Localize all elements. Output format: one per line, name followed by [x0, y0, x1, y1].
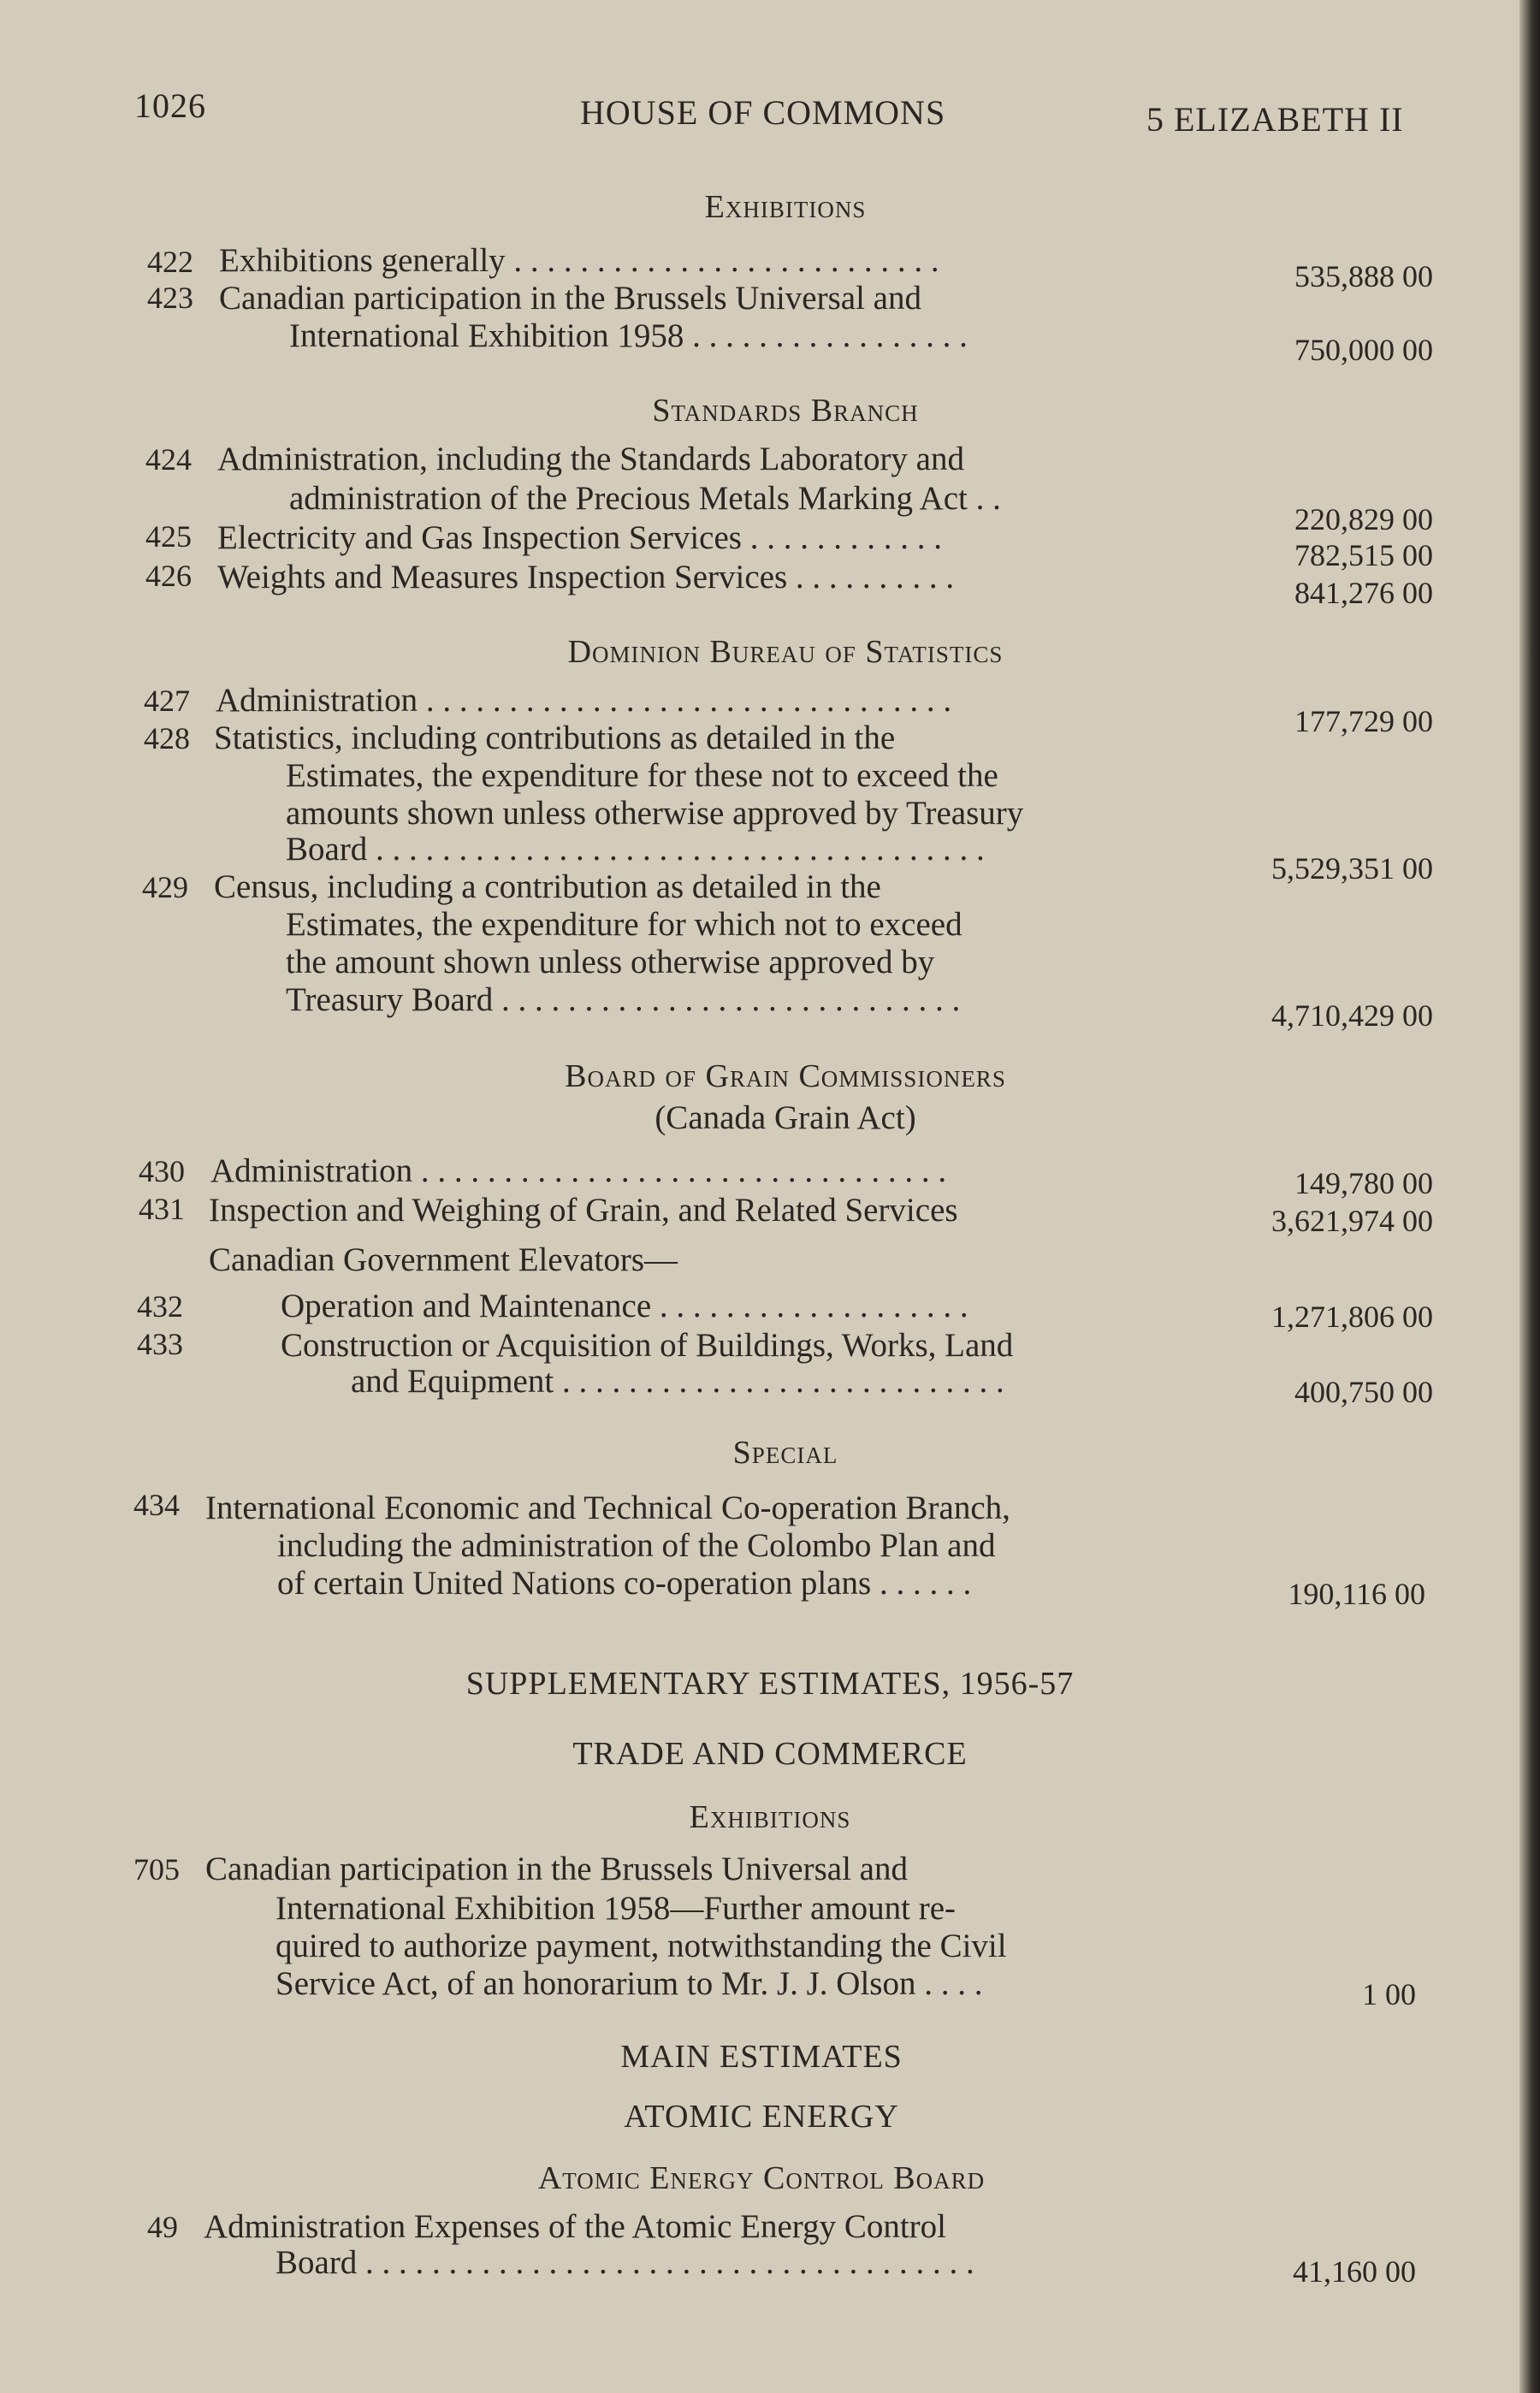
item-text: including the administration of the Colombo Plan and [277, 1527, 996, 1564]
item-amount: 41,160 00 [1293, 2254, 1416, 2289]
section-subheading-grain: (Canada Grain Act) [654, 1099, 916, 1136]
item-text: and Equipment . . . . . . . . . . . . . . . . . . . . . . . . . . . [351, 1363, 1004, 1400]
subheading-elevators: Canadian Government Elevators— [209, 1241, 678, 1278]
item-number: 705 [133, 1852, 180, 1887]
heading-main-estimates: MAIN ESTIMATES [620, 2039, 903, 2075]
item-text: Electricity and Gas Inspection Services . . . . . . . . . . . . [217, 519, 942, 556]
item-text: Operation and Maintenance . . . . . . . . . . . . . . . . . . . [281, 1288, 968, 1324]
section-heading-exhibitions-2: Exhibitions [689, 1799, 851, 1835]
item-text: International Economic and Technical Co-operation Branch, [205, 1490, 1010, 1526]
item-text: Board . . . . . . . . . . . . . . . . . . . . . . . . . . . . . . . . . . . . . [286, 831, 985, 868]
item-amount: 1,271,806 00 [1271, 1300, 1433, 1334]
item-amount: 4,710,429 00 [1271, 998, 1433, 1033]
item-number: 433 [137, 1327, 183, 1361]
item-text: Weights and Measures Inspection Services . . . . . . . . . . [217, 559, 955, 595]
item-number: 424 [145, 442, 192, 477]
item-text: Administration Expenses of the Atomic Energy Control [204, 2208, 946, 2245]
item-number: 426 [145, 559, 192, 593]
item-number: 434 [133, 1488, 180, 1522]
item-number: 425 [145, 519, 192, 554]
heading-trade: TRADE AND COMMERCE [572, 1736, 968, 1772]
item-text: Statistics, including contributions as detailed in the [214, 720, 896, 756]
item-amount: 1 00 [1362, 1977, 1416, 2011]
item-amount: 782,515 00 [1294, 538, 1433, 572]
item-text: the amount shown unless otherwise approved by [286, 944, 935, 980]
section-heading-standards: Standards Branch [652, 393, 919, 429]
item-number: 430 [139, 1154, 185, 1188]
item-text: Census, including a contribution as detailed in the [214, 868, 881, 905]
item-text: Treasury Board . . . . . . . . . . . . . . . . . . . . . . . . . . . . [286, 981, 961, 1018]
item-amount: 177,729 00 [1294, 704, 1433, 738]
section-heading-grain: Board of Grain Commissioners [565, 1058, 1006, 1094]
page-title: HOUSE OF COMMONS [580, 93, 946, 132]
item-amount: 841,276 00 [1294, 576, 1433, 610]
item-number: 422 [147, 245, 193, 279]
item-number: 429 [142, 870, 188, 904]
item-amount: 190,116 00 [1288, 1577, 1425, 1611]
item-amount: 3,621,974 00 [1271, 1204, 1433, 1238]
page-number: 1026 [134, 86, 206, 125]
item-text: Construction or Acquisition of Buildings, Works, Land [281, 1327, 1014, 1364]
item-text: Inspection and Weighing of Grain, and Related Services [209, 1192, 958, 1229]
item-amount: 5,529,351 00 [1271, 851, 1433, 886]
item-text: Canadian participation in the Brussels Universal and [205, 1851, 908, 1887]
section-heading-dbs: Dominion Bureau of Statistics [567, 634, 1004, 670]
item-text: amounts shown unless otherwise approved by Treasury [286, 795, 1024, 832]
item-amount: 149,780 00 [1294, 1166, 1433, 1200]
item-text: Estimates, the expenditure for which not to exceed [286, 906, 962, 943]
item-amount: 220,829 00 [1294, 502, 1433, 536]
section-heading-exhibitions: Exhibitions [704, 189, 867, 225]
item-text: of certain United Nations co-operation plans . . . . . . [277, 1565, 972, 1602]
item-text: Service Act, of an honorarium to Mr. J. J. Olson . . . . [275, 1965, 983, 2002]
session-label: 5 ELIZABETH II [1146, 100, 1404, 139]
item-text: quired to authorize payment, notwithstanding the Civil [275, 1928, 1007, 1964]
item-number: 423 [147, 281, 193, 315]
item-number: 432 [137, 1289, 183, 1324]
item-text: Board . . . . . . . . . . . . . . . . . . . . . . . . . . . . . . . . . . . . . [275, 2244, 974, 2281]
item-text: Exhibitions generally . . . . . . . . . . . . . . . . . . . . . . . . . . [219, 242, 939, 279]
item-text: Canadian participation in the Brussels Universal and [219, 280, 921, 317]
item-amount: 535,888 00 [1294, 259, 1433, 293]
page-edge [1519, 0, 1540, 2393]
item-text: Administration, including the Standards Laboratory and [217, 441, 964, 477]
item-text: Administration . . . . . . . . . . . . . . . . . . . . . . . . . . . . . . . . [210, 1152, 947, 1189]
item-text: International Exhibition 1958—Further amount re- [275, 1890, 956, 1927]
item-number: 427 [144, 684, 190, 718]
heading-atomic-energy: ATOMIC ENERGY [624, 2099, 899, 2135]
section-heading-aecb: Atomic Energy Control Board [537, 2160, 986, 2196]
item-number: 431 [139, 1192, 185, 1226]
section-heading-special: Special [732, 1435, 838, 1471]
item-amount: 750,000 00 [1294, 333, 1433, 367]
item-text: International Exhibition 1958 . . . . . . . . . . . . . . . . . [289, 317, 968, 354]
item-text: Estimates, the expenditure for these not to exceed the [286, 757, 998, 794]
item-text: administration of the Precious Metals Marking Act . . [289, 480, 1001, 517]
item-number: 49 [147, 2210, 178, 2244]
item-number: 428 [144, 721, 190, 755]
item-amount: 400,750 00 [1294, 1375, 1433, 1409]
heading-supplementary: SUPPLEMENTARY ESTIMATES, 1956-57 [465, 1666, 1075, 1702]
item-text: Administration . . . . . . . . . . . . . . . . . . . . . . . . . . . . . . . . [216, 682, 952, 719]
